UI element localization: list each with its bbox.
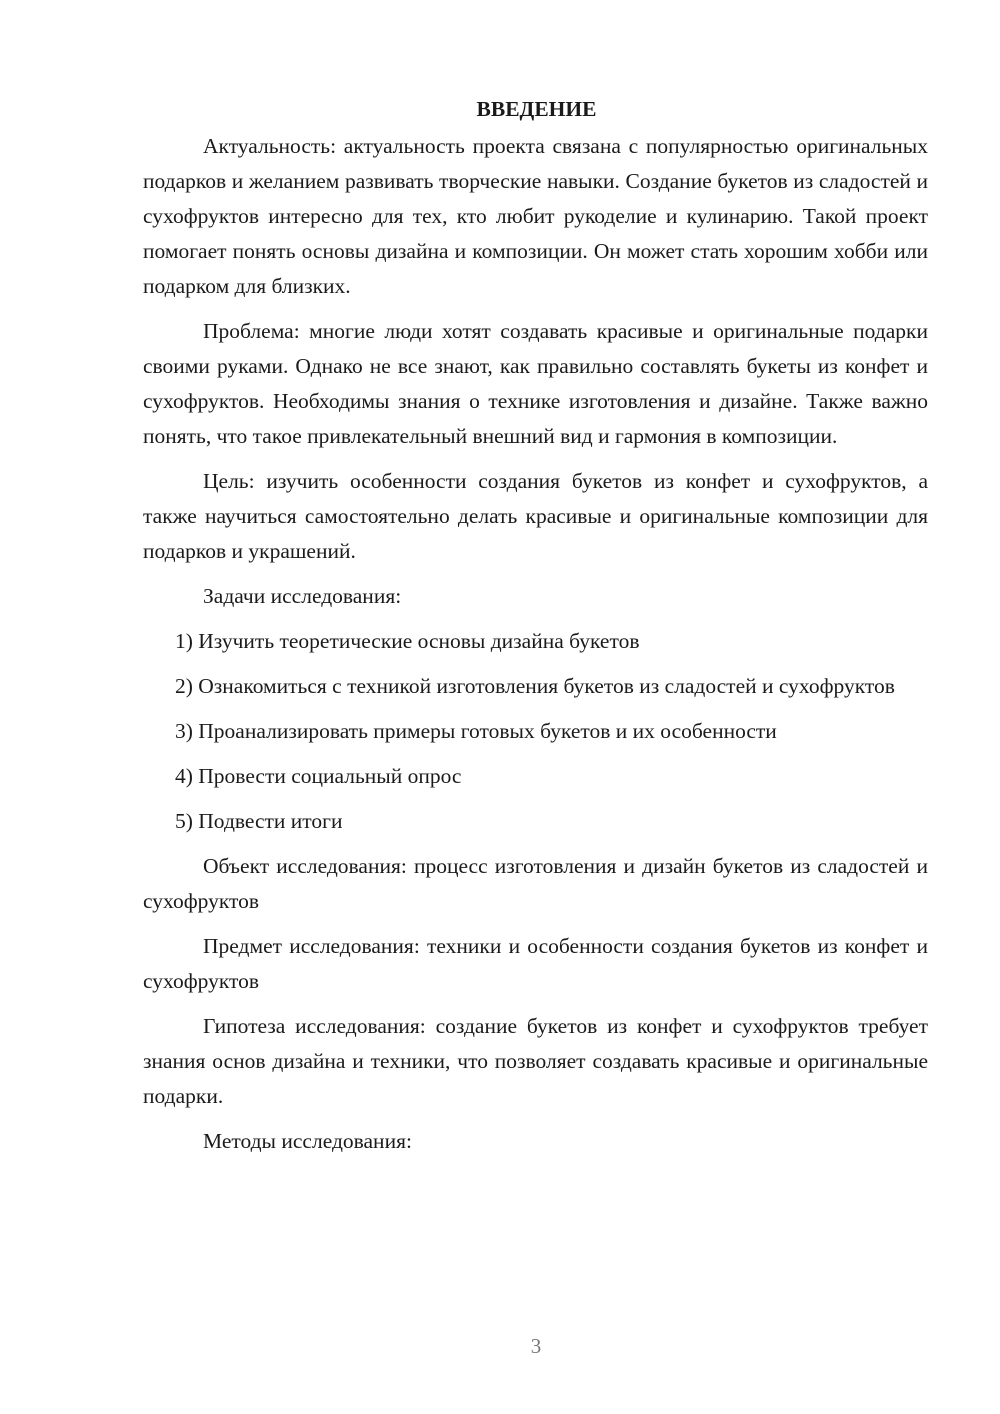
task-item-4: 4) Провести социальный опрос [175, 764, 462, 788]
paragraph-goal: Цель: изучить особенности создания букетов из конфет и сухофруктов, а также научиться самостоятельно делать красивые и оригинальные композиции для подарков и украшений. [143, 469, 928, 563]
task-item-1: 1) Изучить теоретические основы дизайна букетов [175, 629, 640, 653]
paragraph-relevance: Актуальность: актуальность проекта связана с популярностью оригинальных подарков и желанием развивать творческие навыки. Создание букетов из сладостей и сухофруктов интересно для тех, кто любит рукоделие и кулинарию. Такой проект помогает понять основы дизайна и композиции. Он может стать хорошим хобби или подарком для близких. [143, 134, 928, 298]
paragraph-problem: Проблема: многие люди хотят создавать красивые и оригинальные подарки своими руками. Однако не все знают, как правильно составлять букеты из конфет и сухофруктов. Необходимы знания о технике изготовления и дизайне. Также важно понять, что такое привлекательный внешний вид и гармония в композиции. [143, 319, 928, 448]
paragraph-hypothesis: Гипотеза исследования: создание букетов из конфет и сухофруктов требует знания основ дизайна и техники, что позволяет создавать красивые и оригинальные подарки. [143, 1014, 928, 1108]
tasks-list [143, 624, 928, 839]
methods-title: Методы исследования: [203, 1129, 412, 1153]
document-page [143, 92, 928, 1169]
task-item-2: 2) Ознакомиться с техникой изготовления букетов из сладостей и сухофруктов [175, 674, 895, 698]
page-number: 3 [530, 1334, 542, 1358]
task-item-5: 5) Подвести итоги [175, 809, 343, 833]
section-heading: ВВЕДЕНИЕ [476, 97, 597, 121]
task-item-3: 3) Проанализировать примеры готовых букетов и их особенности [175, 719, 777, 743]
paragraph-subject: Предмет исследования: техники и особенности создания букетов из конфет и сухофруктов [143, 934, 928, 993]
paragraph-object: Объект исследования: процесс изготовления и дизайн букетов из сладостей и сухофруктов [143, 854, 928, 913]
tasks-title: Задачи исследования: [203, 584, 402, 608]
